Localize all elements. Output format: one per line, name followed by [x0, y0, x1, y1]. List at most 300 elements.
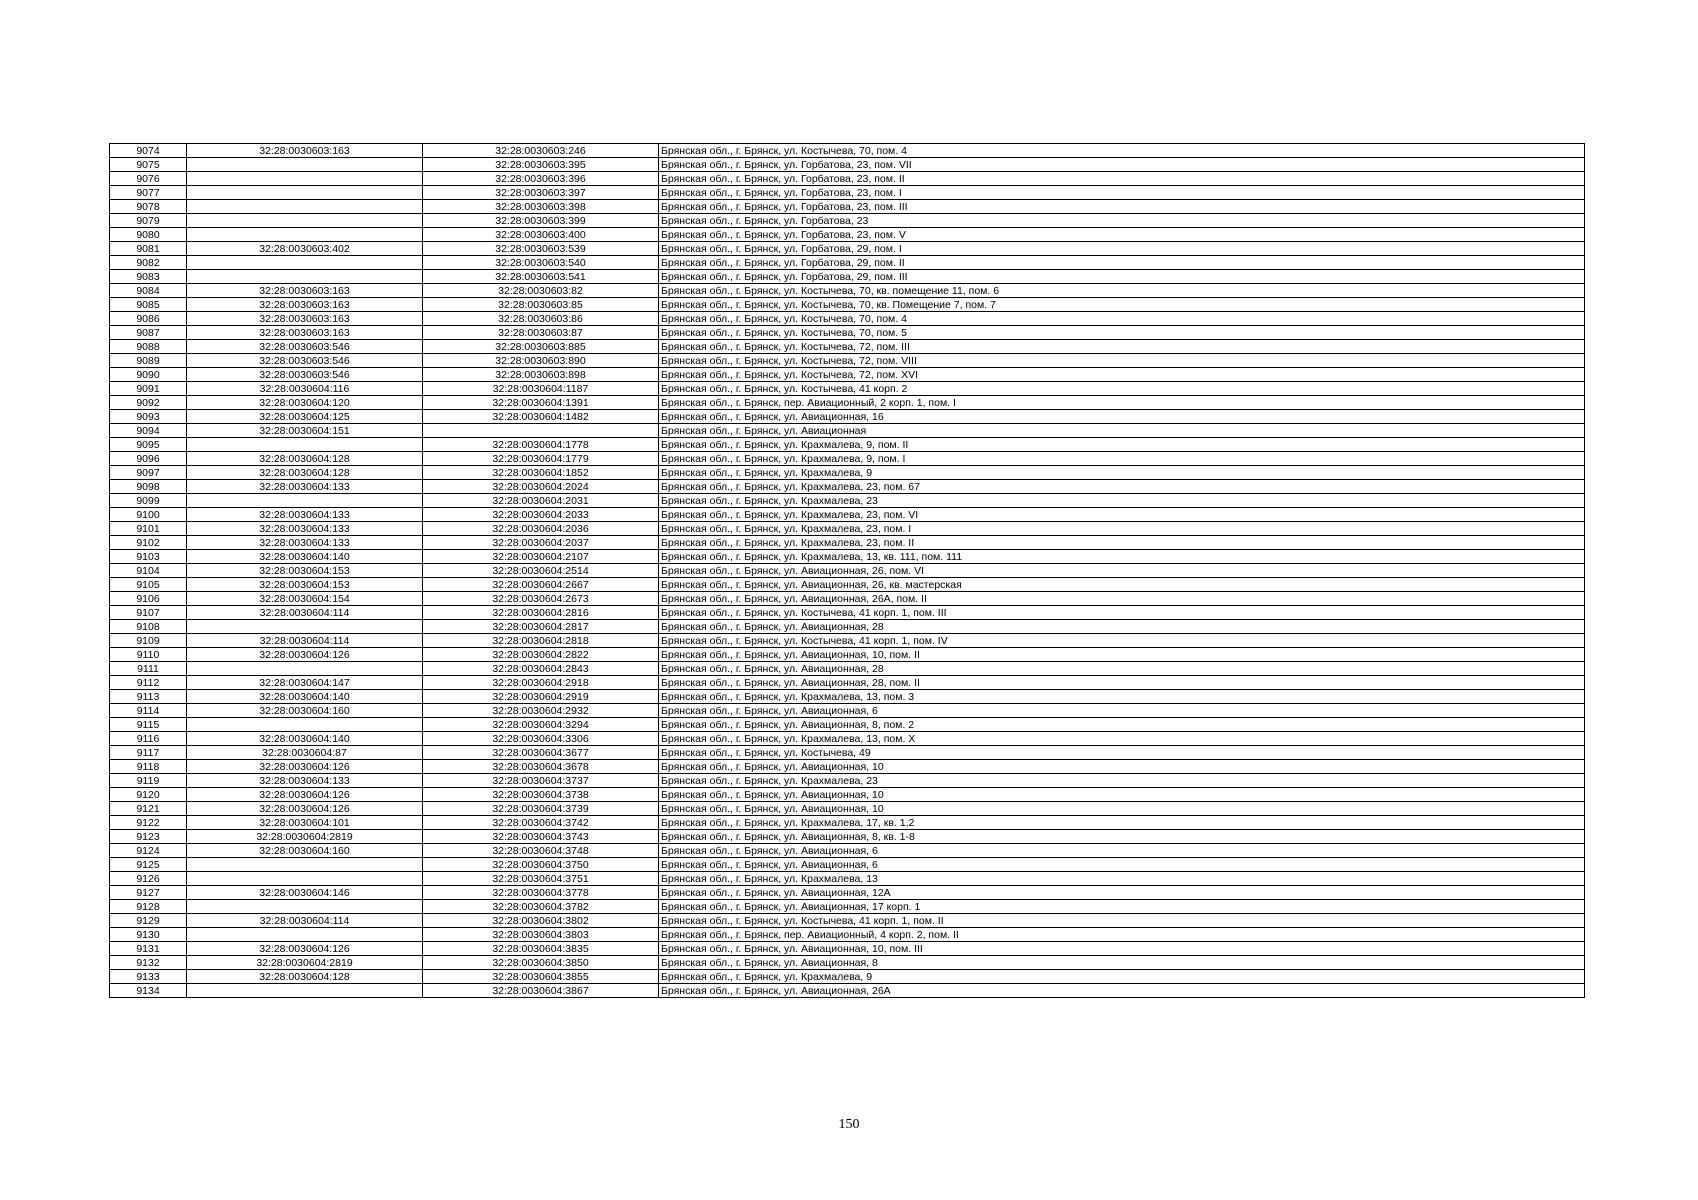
cadastral-number-cell: 32:28:0030604:3677: [423, 746, 659, 760]
parent-cadastral-number-cell: 32:28:0030604:153: [187, 564, 423, 578]
parent-cadastral-number-cell: 32:28:0030603:546: [187, 354, 423, 368]
address-cell: Брянская обл., г. Брянск, ул. Крахмалева, 13, пом. X: [659, 732, 1585, 746]
row-number-cell: 9118: [110, 760, 187, 774]
parent-cadastral-number-cell: 32:28:0030604:140: [187, 690, 423, 704]
address-cell: Брянская обл., г. Брянск, ул. Костычева, 41 корп. 1, пом. II: [659, 914, 1585, 928]
parent-cadastral-number-cell: [187, 662, 423, 676]
row-number-cell: 9093: [110, 410, 187, 424]
address-cell: Брянская обл., г. Брянск, ул. Крахмалева, 23, пом. I: [659, 522, 1585, 536]
row-number-cell: 9081: [110, 242, 187, 256]
row-number-cell: 9107: [110, 606, 187, 620]
address-cell: Брянская обл., г. Брянск, ул. Крахмалева, 23: [659, 774, 1585, 788]
address-cell: Брянская обл., г. Брянск, ул. Горбатова, 29, пом. II: [659, 256, 1585, 270]
row-number-cell: 9091: [110, 382, 187, 396]
address-cell: Брянская обл., г. Брянск, ул. Авиационная, 17 корп. 1: [659, 900, 1585, 914]
cadastral-number-cell: 32:28:0030603:539: [423, 242, 659, 256]
cadastral-number-cell: 32:28:0030604:2036: [423, 522, 659, 536]
parent-cadastral-number-cell: 32:28:0030604:120: [187, 396, 423, 410]
registry-table-body: [110, 144, 1585, 998]
row-number-cell: 9101: [110, 522, 187, 536]
cadastral-number-cell: 32:28:0030604:1391: [423, 396, 659, 410]
parent-cadastral-number-cell: 32:28:0030603:163: [187, 284, 423, 298]
parent-cadastral-number-cell: 32:28:0030603:546: [187, 368, 423, 382]
row-number-cell: 9094: [110, 424, 187, 438]
parent-cadastral-number-cell: 32:28:0030604:126: [187, 760, 423, 774]
address-cell: Брянская обл., г. Брянск, ул. Авиационная, 26А, пом. II: [659, 592, 1585, 606]
parent-cadastral-number-cell: 32:28:0030604:160: [187, 844, 423, 858]
address-cell: Брянская обл., г. Брянск, ул. Авиационная, 6: [659, 844, 1585, 858]
row-number-cell: 9077: [110, 186, 187, 200]
table-row: [110, 732, 1585, 746]
address-cell: Брянская обл., г. Брянск, ул. Горбатова, 23, пом. VII: [659, 158, 1585, 172]
parent-cadastral-number-cell: [187, 158, 423, 172]
address-cell: Брянская обл., г. Брянск, пер. Авиационный, 4 корп. 2, пом. II: [659, 928, 1585, 942]
parent-cadastral-number-cell: 32:28:0030604:114: [187, 634, 423, 648]
row-number-cell: 9090: [110, 368, 187, 382]
row-number-cell: 9110: [110, 648, 187, 662]
address-cell: Брянская обл., г. Брянск, ул. Костычева, 70, пом. 5: [659, 326, 1585, 340]
row-number-cell: 9128: [110, 900, 187, 914]
row-number-cell: 9085: [110, 298, 187, 312]
parent-cadastral-number-cell: 32:28:0030604:128: [187, 466, 423, 480]
cadastral-number-cell: 32:28:0030604:3742: [423, 816, 659, 830]
parent-cadastral-number-cell: 32:28:0030604:125: [187, 410, 423, 424]
cadastral-number-cell: 32:28:0030604:1779: [423, 452, 659, 466]
cadastral-number-cell: 32:28:0030604:2024: [423, 480, 659, 494]
parent-cadastral-number-cell: [187, 900, 423, 914]
table-row: [110, 662, 1585, 676]
address-cell: Брянская обл., г. Брянск, ул. Крахмалева, 23, пом. 67: [659, 480, 1585, 494]
table-row: [110, 214, 1585, 228]
address-cell: Брянская обл., г. Брянск, ул. Авиационная, 10: [659, 760, 1585, 774]
table-row: [110, 844, 1585, 858]
cadastral-number-cell: 32:28:0030604:3802: [423, 914, 659, 928]
address-cell: Брянская обл., г. Брянск, ул. Крахмалева, 23: [659, 494, 1585, 508]
row-number-cell: 9123: [110, 830, 187, 844]
row-number-cell: 9120: [110, 788, 187, 802]
table-row: [110, 774, 1585, 788]
parent-cadastral-number-cell: 32:28:0030604:133: [187, 508, 423, 522]
table-row: [110, 256, 1585, 270]
parent-cadastral-number-cell: 32:28:0030604:140: [187, 732, 423, 746]
address-cell: Брянская обл., г. Брянск, ул. Авиационная, 26, кв. мастерская: [659, 578, 1585, 592]
parent-cadastral-number-cell: 32:28:0030604:153: [187, 578, 423, 592]
row-number-cell: 9075: [110, 158, 187, 172]
address-cell: Брянская обл., г. Брянск, ул. Крахмалева, 13, кв. 111, пом. 111: [659, 550, 1585, 564]
row-number-cell: 9122: [110, 816, 187, 830]
row-number-cell: 9117: [110, 746, 187, 760]
row-number-cell: 9102: [110, 536, 187, 550]
row-number-cell: 9095: [110, 438, 187, 452]
address-cell: Брянская обл., г. Брянск, ул. Крахмалева, 23, пом. VI: [659, 508, 1585, 522]
table-row: [110, 382, 1585, 396]
parent-cadastral-number-cell: [187, 494, 423, 508]
cadastral-number-cell: 32:28:0030604:2673: [423, 592, 659, 606]
table-row: [110, 746, 1585, 760]
row-number-cell: 9088: [110, 340, 187, 354]
row-number-cell: 9084: [110, 284, 187, 298]
table-row: [110, 886, 1585, 900]
parent-cadastral-number-cell: 32:28:0030604:160: [187, 704, 423, 718]
parent-cadastral-number-cell: [187, 228, 423, 242]
row-number-cell: 9080: [110, 228, 187, 242]
table-row: [110, 690, 1585, 704]
parent-cadastral-number-cell: 32:28:0030604:126: [187, 648, 423, 662]
address-cell: Брянская обл., г. Брянск, ул. Костычева, 70, пом. 4: [659, 144, 1585, 158]
cadastral-number-cell: 32:28:0030604:2918: [423, 676, 659, 690]
table-row: [110, 284, 1585, 298]
table-row: [110, 298, 1585, 312]
parent-cadastral-number-cell: [187, 620, 423, 634]
cadastral-number-cell: 32:28:0030603:885: [423, 340, 659, 354]
cadastral-number-cell: 32:28:0030604:2817: [423, 620, 659, 634]
row-number-cell: 9083: [110, 270, 187, 284]
table-row: [110, 326, 1585, 340]
row-number-cell: 9100: [110, 508, 187, 522]
row-number-cell: 9125: [110, 858, 187, 872]
table-row: [110, 760, 1585, 774]
address-cell: Брянская обл., г. Брянск, ул. Крахмалева, 9: [659, 466, 1585, 480]
row-number-cell: 9131: [110, 942, 187, 956]
table-row: [110, 676, 1585, 690]
table-row: [110, 438, 1585, 452]
parent-cadastral-number-cell: 32:28:0030603:163: [187, 298, 423, 312]
row-number-cell: 9108: [110, 620, 187, 634]
row-number-cell: 9074: [110, 144, 187, 158]
address-cell: Брянская обл., г. Брянск, ул. Костычева, 70, кв. Помещение 7, пом. 7: [659, 298, 1585, 312]
parent-cadastral-number-cell: 32:28:0030604:128: [187, 970, 423, 984]
cadastral-number-cell: 32:28:0030604:2667: [423, 578, 659, 592]
cadastral-number-cell: 32:28:0030604:3743: [423, 830, 659, 844]
table-row: [110, 704, 1585, 718]
row-number-cell: 9121: [110, 802, 187, 816]
cadastral-number-cell: 32:28:0030604:1482: [423, 410, 659, 424]
table-row: [110, 508, 1585, 522]
address-cell: Брянская обл., г. Брянск, ул. Костычева, 70, пом. 4: [659, 312, 1585, 326]
table-row: [110, 984, 1585, 998]
row-number-cell: 9086: [110, 312, 187, 326]
parent-cadastral-number-cell: 32:28:0030604:101: [187, 816, 423, 830]
parent-cadastral-number-cell: [187, 270, 423, 284]
row-number-cell: 9104: [110, 564, 187, 578]
address-cell: Брянская обл., г. Брянск, ул. Авиационная, 10: [659, 788, 1585, 802]
address-cell: Брянская обл., г. Брянск, ул. Авиационная, 16: [659, 410, 1585, 424]
address-cell: Брянская обл., г. Брянск, ул. Костычева, 70, кв. помещение 11, пом. 6: [659, 284, 1585, 298]
table-row: [110, 830, 1585, 844]
cadastral-number-cell: 32:28:0030603:540: [423, 256, 659, 270]
cadastral-number-cell: 32:28:0030603:85: [423, 298, 659, 312]
table-row: [110, 424, 1585, 438]
address-cell: Брянская обл., г. Брянск, ул. Горбатова, 23, пом. I: [659, 186, 1585, 200]
address-cell: Брянская обл., г. Брянск, ул. Авиационная, 10, пом. II: [659, 648, 1585, 662]
table-row: [110, 928, 1585, 942]
address-cell: Брянская обл., г. Брянск, ул. Крахмалева, 17, кв. 1,2: [659, 816, 1585, 830]
row-number-cell: 9099: [110, 494, 187, 508]
address-cell: Брянская обл., г. Брянск, ул. Горбатова, 23, пом. V: [659, 228, 1585, 242]
parent-cadastral-number-cell: 32:28:0030604:154: [187, 592, 423, 606]
address-cell: Брянская обл., г. Брянск, ул. Горбатова, 23, пом. II: [659, 172, 1585, 186]
address-cell: Брянская обл., г. Брянск, ул. Крахмалева, 13, пом. 3: [659, 690, 1585, 704]
address-cell: Брянская обл., г. Брянск, ул. Авиационная, 8: [659, 956, 1585, 970]
parent-cadastral-number-cell: 32:28:0030604:133: [187, 522, 423, 536]
parent-cadastral-number-cell: 32:28:0030604:2819: [187, 830, 423, 844]
cadastral-number-cell: 32:28:0030604:2816: [423, 606, 659, 620]
parent-cadastral-number-cell: [187, 858, 423, 872]
table-row: [110, 270, 1585, 284]
row-number-cell: 9134: [110, 984, 187, 998]
cadastral-number-cell: 32:28:0030604:2919: [423, 690, 659, 704]
parent-cadastral-number-cell: 32:28:0030604:133: [187, 480, 423, 494]
row-number-cell: 9129: [110, 914, 187, 928]
table-row: [110, 564, 1585, 578]
table-row: [110, 186, 1585, 200]
cadastral-number-cell: 32:28:0030604:2822: [423, 648, 659, 662]
cadastral-number-cell: 32:28:0030604:2843: [423, 662, 659, 676]
table-row: [110, 620, 1585, 634]
cadastral-number-cell: 32:28:0030604:2107: [423, 550, 659, 564]
row-number-cell: 9111: [110, 662, 187, 676]
address-cell: Брянская обл., г. Брянск, ул. Горбатова, 29, пом. I: [659, 242, 1585, 256]
address-cell: Брянская обл., г. Брянск, ул. Авиационная, 6: [659, 704, 1585, 718]
parent-cadastral-number-cell: [187, 256, 423, 270]
parent-cadastral-number-cell: 32:28:0030604:147: [187, 676, 423, 690]
cadastral-number-cell: 32:28:0030604:3850: [423, 956, 659, 970]
parent-cadastral-number-cell: 32:28:0030604:146: [187, 886, 423, 900]
cadastral-number-cell: 32:28:0030603:541: [423, 270, 659, 284]
parent-cadastral-number-cell: 32:28:0030603:163: [187, 326, 423, 340]
cadastral-number-cell: 32:28:0030604:1778: [423, 438, 659, 452]
parent-cadastral-number-cell: 32:28:0030603:402: [187, 242, 423, 256]
cadastral-number-cell: 32:28:0030603:396: [423, 172, 659, 186]
table-row: [110, 452, 1585, 466]
parent-cadastral-number-cell: 32:28:0030604:133: [187, 774, 423, 788]
parent-cadastral-number-cell: 32:28:0030604:114: [187, 606, 423, 620]
table-row: [110, 242, 1585, 256]
parent-cadastral-number-cell: 32:28:0030604:151: [187, 424, 423, 438]
address-cell: Брянская обл., г. Брянск, ул. Авиационная: [659, 424, 1585, 438]
row-number-cell: 9079: [110, 214, 187, 228]
cadastral-number-cell: 32:28:0030603:397: [423, 186, 659, 200]
row-number-cell: 9089: [110, 354, 187, 368]
cadastral-number-cell: 32:28:0030604:3782: [423, 900, 659, 914]
parent-cadastral-number-cell: [187, 200, 423, 214]
row-number-cell: 9105: [110, 578, 187, 592]
address-cell: Брянская обл., г. Брянск, ул. Авиационная, 10, пом. III: [659, 942, 1585, 956]
parent-cadastral-number-cell: [187, 928, 423, 942]
row-number-cell: 9132: [110, 956, 187, 970]
table-row: [110, 788, 1585, 802]
address-cell: Брянская обл., г. Брянск, ул. Горбатова, 29, пом. III: [659, 270, 1585, 284]
cadastral-number-cell: 32:28:0030604:3855: [423, 970, 659, 984]
parent-cadastral-number-cell: [187, 214, 423, 228]
parent-cadastral-number-cell: 32:28:0030604:126: [187, 788, 423, 802]
cadastral-number-cell: 32:28:0030604:2033: [423, 508, 659, 522]
cadastral-number-cell: 32:28:0030604:3751: [423, 872, 659, 886]
parent-cadastral-number-cell: 32:28:0030604:114: [187, 914, 423, 928]
row-number-cell: 9119: [110, 774, 187, 788]
table-row: [110, 522, 1585, 536]
row-number-cell: 9127: [110, 886, 187, 900]
cadastral-number-cell: 32:28:0030604:3738: [423, 788, 659, 802]
cadastral-number-cell: 32:28:0030603:395: [423, 158, 659, 172]
table-row: [110, 578, 1585, 592]
cadastral-number-cell: 32:28:0030603:898: [423, 368, 659, 382]
table-row: [110, 466, 1585, 480]
address-cell: Брянская обл., г. Брянск, ул. Авиационная, 26, пом. VI: [659, 564, 1585, 578]
address-cell: Брянская обл., г. Брянск, ул. Авиационная, 28, пом. II: [659, 676, 1585, 690]
table-row: [110, 368, 1585, 382]
parent-cadastral-number-cell: [187, 872, 423, 886]
parent-cadastral-number-cell: 32:28:0030603:163: [187, 312, 423, 326]
row-number-cell: 9112: [110, 676, 187, 690]
parent-cadastral-number-cell: 32:28:0030603:546: [187, 340, 423, 354]
cadastral-number-cell: 32:28:0030604:2514: [423, 564, 659, 578]
parent-cadastral-number-cell: 32:28:0030604:126: [187, 802, 423, 816]
row-number-cell: 9103: [110, 550, 187, 564]
row-number-cell: 9124: [110, 844, 187, 858]
table-row: [110, 480, 1585, 494]
cadastral-number-cell: 32:28:0030604:3737: [423, 774, 659, 788]
address-cell: Брянская обл., г. Брянск, ул. Авиационная, 12А: [659, 886, 1585, 900]
table-row: [110, 340, 1585, 354]
table-row: [110, 872, 1585, 886]
address-cell: Брянская обл., г. Брянск, ул. Горбатова, 23: [659, 214, 1585, 228]
cadastral-number-cell: 32:28:0030604:3306: [423, 732, 659, 746]
row-number-cell: 9116: [110, 732, 187, 746]
row-number-cell: 9096: [110, 452, 187, 466]
parent-cadastral-number-cell: [187, 718, 423, 732]
row-number-cell: 9126: [110, 872, 187, 886]
address-cell: Брянская обл., г. Брянск, ул. Крахмалева, 23, пом. II: [659, 536, 1585, 550]
table-row: [110, 942, 1585, 956]
row-number-cell: 9133: [110, 970, 187, 984]
table-row: [110, 900, 1585, 914]
row-number-cell: 9078: [110, 200, 187, 214]
address-cell: Брянская обл., г. Брянск, ул. Костычева, 72, пом. VIII: [659, 354, 1585, 368]
table-row: [110, 634, 1585, 648]
cadastral-number-cell: 32:28:0030604:2037: [423, 536, 659, 550]
parent-cadastral-number-cell: 32:28:0030604:126: [187, 942, 423, 956]
address-cell: Брянская обл., г. Брянск, ул. Костычева, 41 корп. 1, пом. III: [659, 606, 1585, 620]
cadastral-number-cell: [423, 424, 659, 438]
parent-cadastral-number-cell: [187, 984, 423, 998]
table-row: [110, 802, 1585, 816]
address-cell: Брянская обл., г. Брянск, ул. Авиационная, 28: [659, 620, 1585, 634]
parent-cadastral-number-cell: 32:28:0030603:163: [187, 144, 423, 158]
table-row: [110, 592, 1585, 606]
cadastral-number-cell: 32:28:0030604:1852: [423, 466, 659, 480]
cadastral-number-cell: 32:28:0030603:87: [423, 326, 659, 340]
table-row: [110, 956, 1585, 970]
parent-cadastral-number-cell: 32:28:0030604:116: [187, 382, 423, 396]
table-row: [110, 816, 1585, 830]
row-number-cell: 9113: [110, 690, 187, 704]
parent-cadastral-number-cell: [187, 438, 423, 452]
address-cell: Брянская обл., г. Брянск, ул. Авиационная, 6: [659, 858, 1585, 872]
cadastral-number-cell: 32:28:0030604:2031: [423, 494, 659, 508]
table-row: [110, 172, 1585, 186]
cadastral-number-cell: 32:28:0030604:3294: [423, 718, 659, 732]
table-row: [110, 536, 1585, 550]
row-number-cell: 9098: [110, 480, 187, 494]
address-cell: Брянская обл., г. Брянск, ул. Крахмалева, 9, пом. I: [659, 452, 1585, 466]
address-cell: Брянская обл., г. Брянск, ул. Костычева, 41 корп. 2: [659, 382, 1585, 396]
address-cell: Брянская обл., г. Брянск, ул. Костычева, 72, пом. XVI: [659, 368, 1585, 382]
table-row: [110, 200, 1585, 214]
row-number-cell: 9082: [110, 256, 187, 270]
table-row: [110, 970, 1585, 984]
address-cell: Брянская обл., г. Брянск, ул. Костычева, 41 корп. 1, пом. IV: [659, 634, 1585, 648]
parent-cadastral-number-cell: 32:28:0030604:2819: [187, 956, 423, 970]
cadastral-number-cell: 32:28:0030604:3835: [423, 942, 659, 956]
row-number-cell: 9130: [110, 928, 187, 942]
table-row: [110, 494, 1585, 508]
cadastral-number-cell: 32:28:0030604:3748: [423, 844, 659, 858]
cadastral-number-cell: 32:28:0030604:3739: [423, 802, 659, 816]
cadastral-number-cell: 32:28:0030604:2818: [423, 634, 659, 648]
address-cell: Брянская обл., г. Брянск, ул. Крахмалева, 9: [659, 970, 1585, 984]
table-row: [110, 410, 1585, 424]
table-row: [110, 606, 1585, 620]
address-cell: Брянская обл., г. Брянск, ул. Крахмалева, 13: [659, 872, 1585, 886]
cadastral-number-cell: 32:28:0030604:3678: [423, 760, 659, 774]
table-row: [110, 718, 1585, 732]
cadastral-number-cell: 32:28:0030603:82: [423, 284, 659, 298]
table-row: [110, 158, 1585, 172]
address-cell: Брянская обл., г. Брянск, пер. Авиационный, 2 корп. 1, пом. I: [659, 396, 1585, 410]
cadastral-number-cell: 32:28:0030603:246: [423, 144, 659, 158]
address-cell: Брянская обл., г. Брянск, ул. Авиационная, 8, пом. 2: [659, 718, 1585, 732]
parent-cadastral-number-cell: 32:28:0030604:87: [187, 746, 423, 760]
registry-table: [109, 143, 1585, 998]
parent-cadastral-number-cell: 32:28:0030604:128: [187, 452, 423, 466]
address-cell: Брянская обл., г. Брянск, ул. Костычева, 72, пом. III: [659, 340, 1585, 354]
cadastral-number-cell: 32:28:0030603:86: [423, 312, 659, 326]
table-row: [110, 354, 1585, 368]
address-cell: Брянская обл., г. Брянск, ул. Горбатова, 23, пом. III: [659, 200, 1585, 214]
cadastral-number-cell: 32:28:0030604:3867: [423, 984, 659, 998]
row-number-cell: 9106: [110, 592, 187, 606]
address-cell: Брянская обл., г. Брянск, ул. Авиационная, 8, кв. 1-8: [659, 830, 1585, 844]
address-cell: Брянская обл., г. Брянск, ул. Авиационная, 10: [659, 802, 1585, 816]
cadastral-number-cell: 32:28:0030604:3778: [423, 886, 659, 900]
parent-cadastral-number-cell: [187, 172, 423, 186]
table-row: [110, 914, 1585, 928]
parent-cadastral-number-cell: 32:28:0030604:140: [187, 550, 423, 564]
cadastral-number-cell: 32:28:0030604:3803: [423, 928, 659, 942]
row-number-cell: 9114: [110, 704, 187, 718]
address-cell: Брянская обл., г. Брянск, ул. Авиационная, 28: [659, 662, 1585, 676]
page-number: 150: [838, 1117, 860, 1132]
address-cell: Брянская обл., г. Брянск, ул. Авиационная, 26А: [659, 984, 1585, 998]
cadastral-number-cell: 32:28:0030603:398: [423, 200, 659, 214]
address-cell: Брянская обл., г. Брянск, ул. Костычева, 49: [659, 746, 1585, 760]
table-row: [110, 312, 1585, 326]
table-row: [110, 858, 1585, 872]
address-cell: Брянская обл., г. Брянск, ул. Крахмалева, 9, пом. II: [659, 438, 1585, 452]
row-number-cell: 9115: [110, 718, 187, 732]
row-number-cell: 9097: [110, 466, 187, 480]
table-row: [110, 396, 1585, 410]
row-number-cell: 9109: [110, 634, 187, 648]
table-row: [110, 228, 1585, 242]
cadastral-number-cell: 32:28:0030603:400: [423, 228, 659, 242]
table-row: [110, 648, 1585, 662]
cadastral-number-cell: 32:28:0030603:399: [423, 214, 659, 228]
row-number-cell: 9076: [110, 172, 187, 186]
cadastral-number-cell: 32:28:0030604:3750: [423, 858, 659, 872]
cadastral-number-cell: 32:28:0030604:2932: [423, 704, 659, 718]
